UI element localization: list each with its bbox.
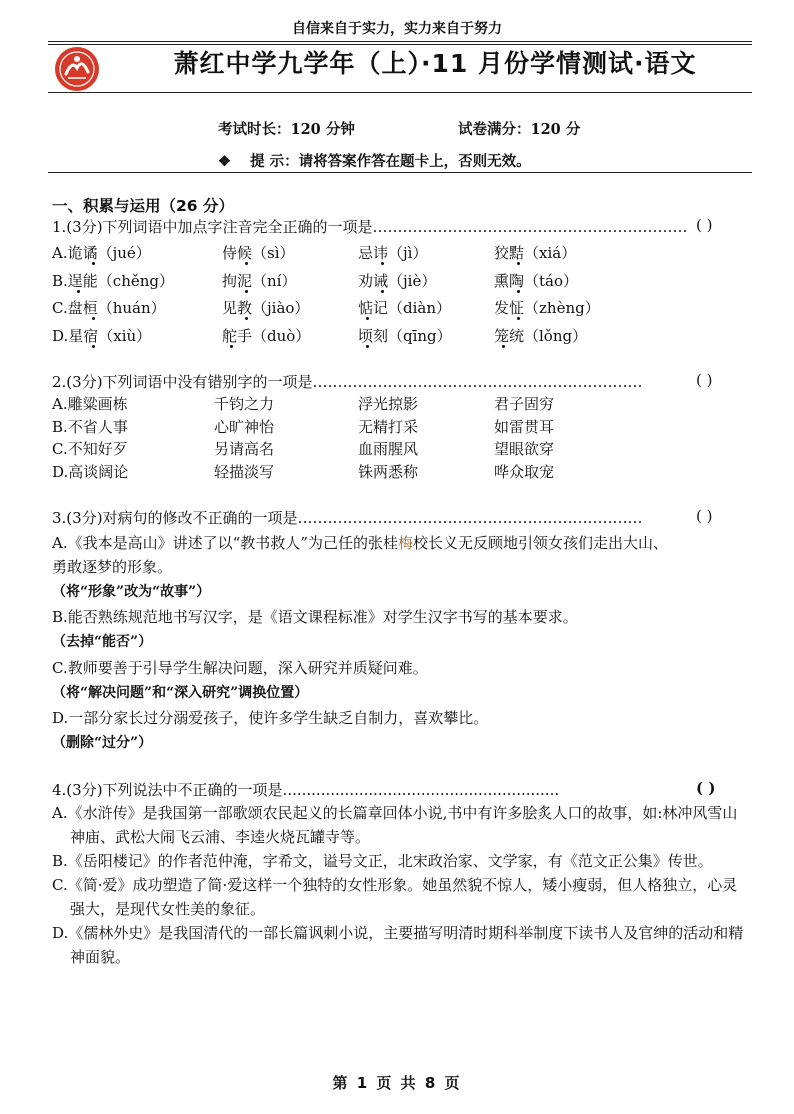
section-title: 一、积累与运用（26 分） xyxy=(52,197,234,215)
question-1-answer-paren: ( ) xyxy=(696,216,713,234)
q1-option-b-2: 拘泥（ní） xyxy=(222,272,297,290)
emphasis-dot xyxy=(92,262,95,265)
q2-option-c-3: 血雨腥风 xyxy=(358,440,419,458)
question-1-stem: 1.(3分)下列词语中加点字注音完全正确的一项是……………………………………………………… xyxy=(52,218,688,236)
page-number: 第 1 页 共 8 页 xyxy=(332,1074,462,1092)
q1-option-a-2: 侍候（sì） xyxy=(222,244,295,262)
q3-option-a-line2: 勇敢逐梦的形象。 xyxy=(52,558,173,576)
q1-option-d-2: 舵手（duò） xyxy=(222,327,311,345)
question-2-answer-paren: ( ) xyxy=(696,371,713,389)
q2-option-b-4: 如雷贯耳 xyxy=(494,418,555,436)
q1-option-b-4: 熏陶（táo） xyxy=(494,272,579,290)
q1-option-a-3: 忌讳（jì） xyxy=(358,244,428,262)
q2-option-d-4: 哗众取宠 xyxy=(494,463,555,481)
q1-option-d-4: 笼统（lǒng） xyxy=(494,327,588,345)
emphasis-dot xyxy=(381,262,384,265)
emphasis-dot xyxy=(245,290,248,293)
q3-option-c: C.教师要善于引导学生解决问题，深入研究并质疑问难。 xyxy=(52,659,428,677)
q3-option-d-fix: （删除“过分”） xyxy=(52,735,153,751)
emphasis-dot xyxy=(517,317,520,320)
emphasis-dot xyxy=(230,345,233,348)
exam-duration: 考试时长：120 分钟 xyxy=(218,121,355,138)
q1-option-a-4: 狡黠（xiá） xyxy=(494,244,577,262)
q1-option-c-4: 发怔（zhèng） xyxy=(494,299,600,317)
emphasis-dot xyxy=(381,290,384,293)
q1-option-d-1: D.星宿（xiù） xyxy=(52,327,152,345)
q1-option-c-3: 惦记（diàn） xyxy=(358,299,452,317)
page-title: 萧红中学九学年（上）·11 月份学情测试·语文 xyxy=(173,49,697,78)
header-rule-bottom xyxy=(48,92,752,93)
q4-option-c: C.《简·爱》成功塑造了简·爱这样一个独特的女性形象。她虽然貌不惊人，矮小瘦弱，但人格独立，心灵强大，是现代女性美的象征。 xyxy=(52,876,738,918)
emphasis-dot xyxy=(517,262,520,265)
emphasis-dot xyxy=(366,345,369,348)
q2-option-a-3: 浮光掠影 xyxy=(358,395,419,413)
emphasis-dot xyxy=(92,317,95,320)
q1-option-c-2: 见教（jiào） xyxy=(222,299,310,317)
q2-option-a-4: 君子固穷 xyxy=(494,395,555,413)
question-3-stem: 3.(3分)对病句的修改不正确的一项是…………………………………………………………… xyxy=(52,509,643,527)
q2-option-a-2: 千钧之力 xyxy=(214,395,275,413)
emphasis-dot xyxy=(502,345,505,348)
emphasis-dot xyxy=(366,317,369,320)
emphasis-dot xyxy=(92,345,95,348)
q3-option-b-fix: （去掉“能否”） xyxy=(52,634,153,650)
q2-option-a-1: A.雕粱画栋 xyxy=(52,395,128,413)
q2-option-b-3: 无精打采 xyxy=(358,418,419,436)
q2-option-b-1: B.不省人事 xyxy=(52,418,128,436)
q3-option-b: B.能否熟练规范地书写汉字，是《语文课程标准》对学生汉字书写的基本要求。 xyxy=(52,608,578,626)
question-2-stem: 2.(3分)下列词语中没有错别字的一项是………………………………………………………… xyxy=(52,373,643,391)
q2-option-c-2: 另请高名 xyxy=(214,440,275,458)
q2-option-d-2: 轻描淡写 xyxy=(214,463,275,481)
q2-option-b-2: 心旷神怡 xyxy=(214,418,275,436)
q2-option-c-4: 望眼欲穿 xyxy=(494,440,555,458)
q3-option-c-fix: （将“解决问题”和“深入研究”调换位置） xyxy=(52,685,309,701)
header-motto: 自信来自于实力，实力来自于努力 xyxy=(292,21,502,37)
question-4-answer-paren: ( ) xyxy=(696,779,716,797)
notice-mark-icon: ❖ xyxy=(218,153,231,170)
q3-option-a-text-cont: 校长义无反顾地引领女孩们走出大山、 xyxy=(412,534,668,552)
header-rule-top xyxy=(48,41,752,42)
q2-option-c-1: C.不知好歹 xyxy=(52,440,128,458)
question-3-answer-paren: ( ) xyxy=(696,507,713,525)
emphasis-dot xyxy=(77,290,80,293)
q4-option-d: D.《儒林外史》是我国清代的一部长篇讽刺小说，主要描写明清时期科举制度下读书人及官绅的活动和精神面貌。 xyxy=(52,924,744,966)
q1-option-c-1: C.盘桓（huán） xyxy=(52,299,166,317)
question-4-stem: 4.(3分)下列说法中不正确的一项是.......................................................... xyxy=(52,781,560,799)
q3-option-d: D.一部分家长过分溺爱孩子，使许多学生缺乏自制力，喜欢攀比。 xyxy=(52,709,489,727)
q1-option-d-3: 顷刻（qīng） xyxy=(358,327,452,345)
q2-option-d-1: D.高谈阔论 xyxy=(52,463,129,481)
q4-options xyxy=(52,801,752,969)
exam-notice xyxy=(218,150,531,171)
emphasis-dot xyxy=(245,262,248,265)
emphasis-dot xyxy=(517,290,520,293)
notice-rule xyxy=(48,172,752,173)
q3-option-a-fix: （将“形象”改为“故事”） xyxy=(52,584,211,600)
q1-option-b-1: B.逞能（chěng） xyxy=(52,272,174,290)
q2-option-d-3: 铢两悉称 xyxy=(358,463,419,481)
q4-option-a: A.《水浒传》是我国第一部歌颂农民起义的长篇章回体小说,书中有许多脍炙人口的故事，如:林冲风雪山神庙、武松大闹飞云浦、李逵火烧瓦罐寺等。 xyxy=(52,804,738,846)
exam-full-score: 试卷满分：120 分 xyxy=(458,121,581,138)
q4-option-b: B.《岳阳楼记》的作者范仲淹，字希文，谥号文正，北宋政治家、文学家，有《范文正公集》传世。 xyxy=(52,852,713,870)
q3-option-a-line1 xyxy=(52,532,668,553)
q3-option-a-text: A.《我本是高山》讲述了以“教书救人”为己任的张桂 xyxy=(52,534,398,552)
q1-option-b-3: 劝诫（jiè） xyxy=(358,272,437,290)
school-logo-icon xyxy=(54,46,100,92)
q1-option-a-1: A.诡谲（jué） xyxy=(52,244,151,262)
emphasis-dot xyxy=(245,317,248,320)
notice-text: 提 示：请将答案作答在题卡上，否则无效。 xyxy=(250,153,531,170)
q3-option-a-highlight: 梅 xyxy=(397,534,413,552)
